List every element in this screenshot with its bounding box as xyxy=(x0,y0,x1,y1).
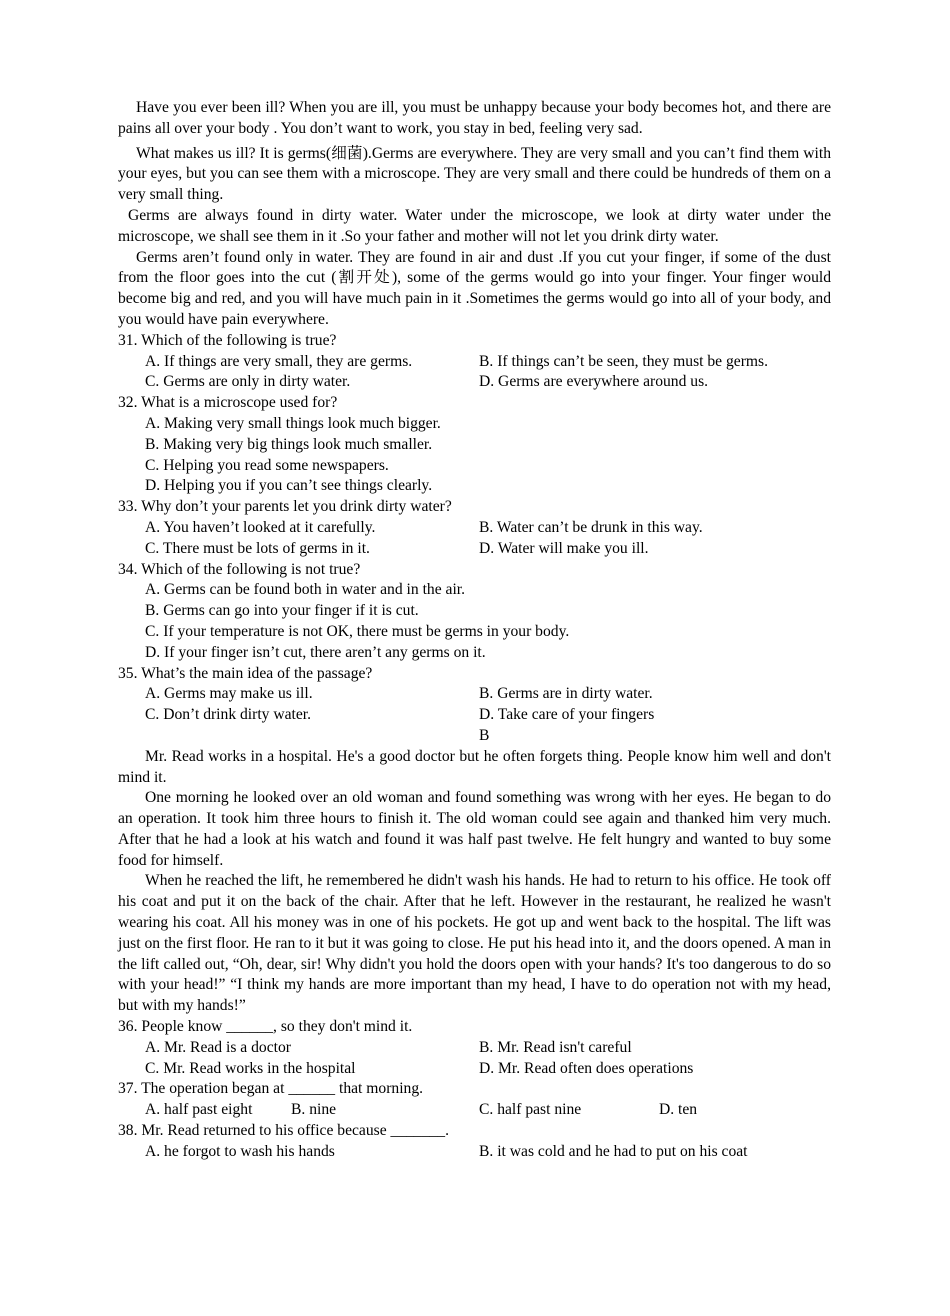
option-b: B. If things can’t be seen, they must be germs. xyxy=(479,352,769,370)
option-a: A. Germs may make us ill. xyxy=(145,685,313,703)
question-36: 36. People know ______, so they don't mind it. xyxy=(118,1018,413,1036)
option-d: D. ten xyxy=(659,1101,698,1119)
question-37: 37. The operation began at ______ that morning. xyxy=(118,1080,424,1098)
option-a: A. You haven’t looked at it carefully. xyxy=(145,518,376,536)
question-31-options-row-1 xyxy=(118,352,831,373)
passage-a-paragraph-3: Germs are always found in dirty water. Water under the microscope, we look at dirty water under the microscope, we shall see them in it .So your father and mother will not let you drink dirty water. xyxy=(118,206,831,245)
option-a: A. Making very small things look much bigger. xyxy=(145,414,441,432)
option-d: D. If your finger isn’t cut, there aren’t any germs on it. xyxy=(145,643,486,661)
option-c: C. If your temperature is not OK, there must be germs in your body. xyxy=(145,622,570,640)
exam-page xyxy=(118,98,831,1163)
option-a: A. Germs can be found both in water and in the air. xyxy=(145,581,466,599)
passage-b-paragraph-3: When he reached the lift, he remembered he didn't wash his hands. He had to return to his office. He took off his coat and put it on the back of the chair. After that he left. However in the restaurant, he realized he wasn't wearing his coat. All his money was in one of his pockets. He got up and went back to the hospital. The lift was just on the first floor. He ran to it but it was going to close. He put his head into it, and the doors opened. A man in the lift called out, “Oh, dear, sir! Why didn't you hold the doors open with your hands? It's too dangerous to do so with your head!” “I think my hands are more important than my head, I have to do operation not with my head, but with my hands!” xyxy=(118,872,831,1015)
passage-a-paragraph-1: Have you ever been ill? When you are ill, you must be unhappy because your body becomes hot, and there are pains all over your body . You don’t want to work, you stay in bed, feeling very sad. xyxy=(118,99,831,137)
option-a: A. Mr. Read is a doctor xyxy=(145,1038,291,1056)
question-31-options-row-2 xyxy=(118,372,831,393)
option-b: B. Mr. Read isn't careful xyxy=(479,1038,632,1056)
passage-b-paragraph-2: One morning he looked over an old woman and found something was wrong with her eyes. He began to do an operation. It took him three hours to finish it. The old woman could see again and thanked him very much. After that he had a look at his watch and found it was half past twelve. He felt hungry and wanted to buy some food for himself. xyxy=(118,789,831,869)
question-34: 34. Which of the following is not true? xyxy=(118,560,361,578)
question-32: 32. What is a microscope used for? xyxy=(118,394,338,412)
option-d: D. Mr. Read often does operations xyxy=(479,1059,694,1077)
option-c: C. Mr. Read works in the hospital xyxy=(145,1059,356,1077)
question-35: 35. What’s the main idea of the passage? xyxy=(118,664,373,682)
option-c: C. There must be lots of germs in it. xyxy=(145,539,370,557)
option-c: C. Germs are only in dirty water. xyxy=(145,373,351,391)
option-b: B. nine xyxy=(291,1101,337,1119)
passage-a-paragraph-4: Germs aren’t found only in water. They are found in air and dust .If you cut your finger, if some of the dust from the floor goes into the cut (割开处), some of the germs would go into your finger. Your finger would become big and red, and you will have much pain in it .Sometimes the germs would go into all of your body, and you would have pain everywhere. xyxy=(118,248,831,328)
option-a: A. he forgot to wash his hands xyxy=(145,1142,335,1160)
question-38: 38. Mr. Read returned to his office because _______. xyxy=(118,1122,449,1140)
option-d: D. Germs are everywhere around us. xyxy=(479,373,709,391)
option-b: B. Making very big things look much smaller. xyxy=(145,435,433,453)
question-36-options-row-2 xyxy=(118,1059,831,1080)
option-a: A. If things are very small, they are germs. xyxy=(145,352,413,370)
passage-b-paragraph-1: Mr. Read works in a hospital. He's a good doctor but he often forgets thing. People know him well and don't mind it. xyxy=(118,747,831,786)
option-b: B. Germs are in dirty water. xyxy=(479,685,653,703)
option-b: B. Water can’t be drunk in this way. xyxy=(479,518,703,536)
section-b-heading: B xyxy=(479,726,490,744)
question-36-options-row-1 xyxy=(118,1038,831,1059)
question-33-options-row-1 xyxy=(118,518,831,539)
option-d: D. Helping you if you can’t see things clearly. xyxy=(145,477,433,495)
question-33-options-row-2 xyxy=(118,539,831,560)
question-38-options-row-1 xyxy=(118,1142,831,1163)
option-c: C. Helping you read some newspapers. xyxy=(145,456,389,474)
option-d: D. Take care of your fingers xyxy=(479,706,655,724)
passage-a-paragraph-2: What makes us ill? It is germs(细菌).Germs are everywhere. They are very small and you can’t find them with your eyes, but you can see them with a microscope. They are very small and there could be hundreds of them on a very small thing. xyxy=(118,144,831,204)
question-37-options xyxy=(118,1100,831,1121)
option-b: B. it was cold and he had to put on his coat xyxy=(479,1142,748,1160)
option-a: A. half past eight xyxy=(145,1101,253,1119)
question-35-options-row-2 xyxy=(118,705,831,726)
option-c: C. half past nine xyxy=(479,1101,582,1119)
option-b: B. Germs can go into your finger if it is cut. xyxy=(145,602,419,620)
option-d: D. Water will make you ill. xyxy=(479,539,649,557)
question-33: 33. Why don’t your parents let you drink dirty water? xyxy=(118,498,452,516)
option-c: C. Don’t drink dirty water. xyxy=(145,706,312,724)
question-35-options-row-1 xyxy=(118,684,831,705)
question-31: 31. Which of the following is true? xyxy=(118,331,337,349)
